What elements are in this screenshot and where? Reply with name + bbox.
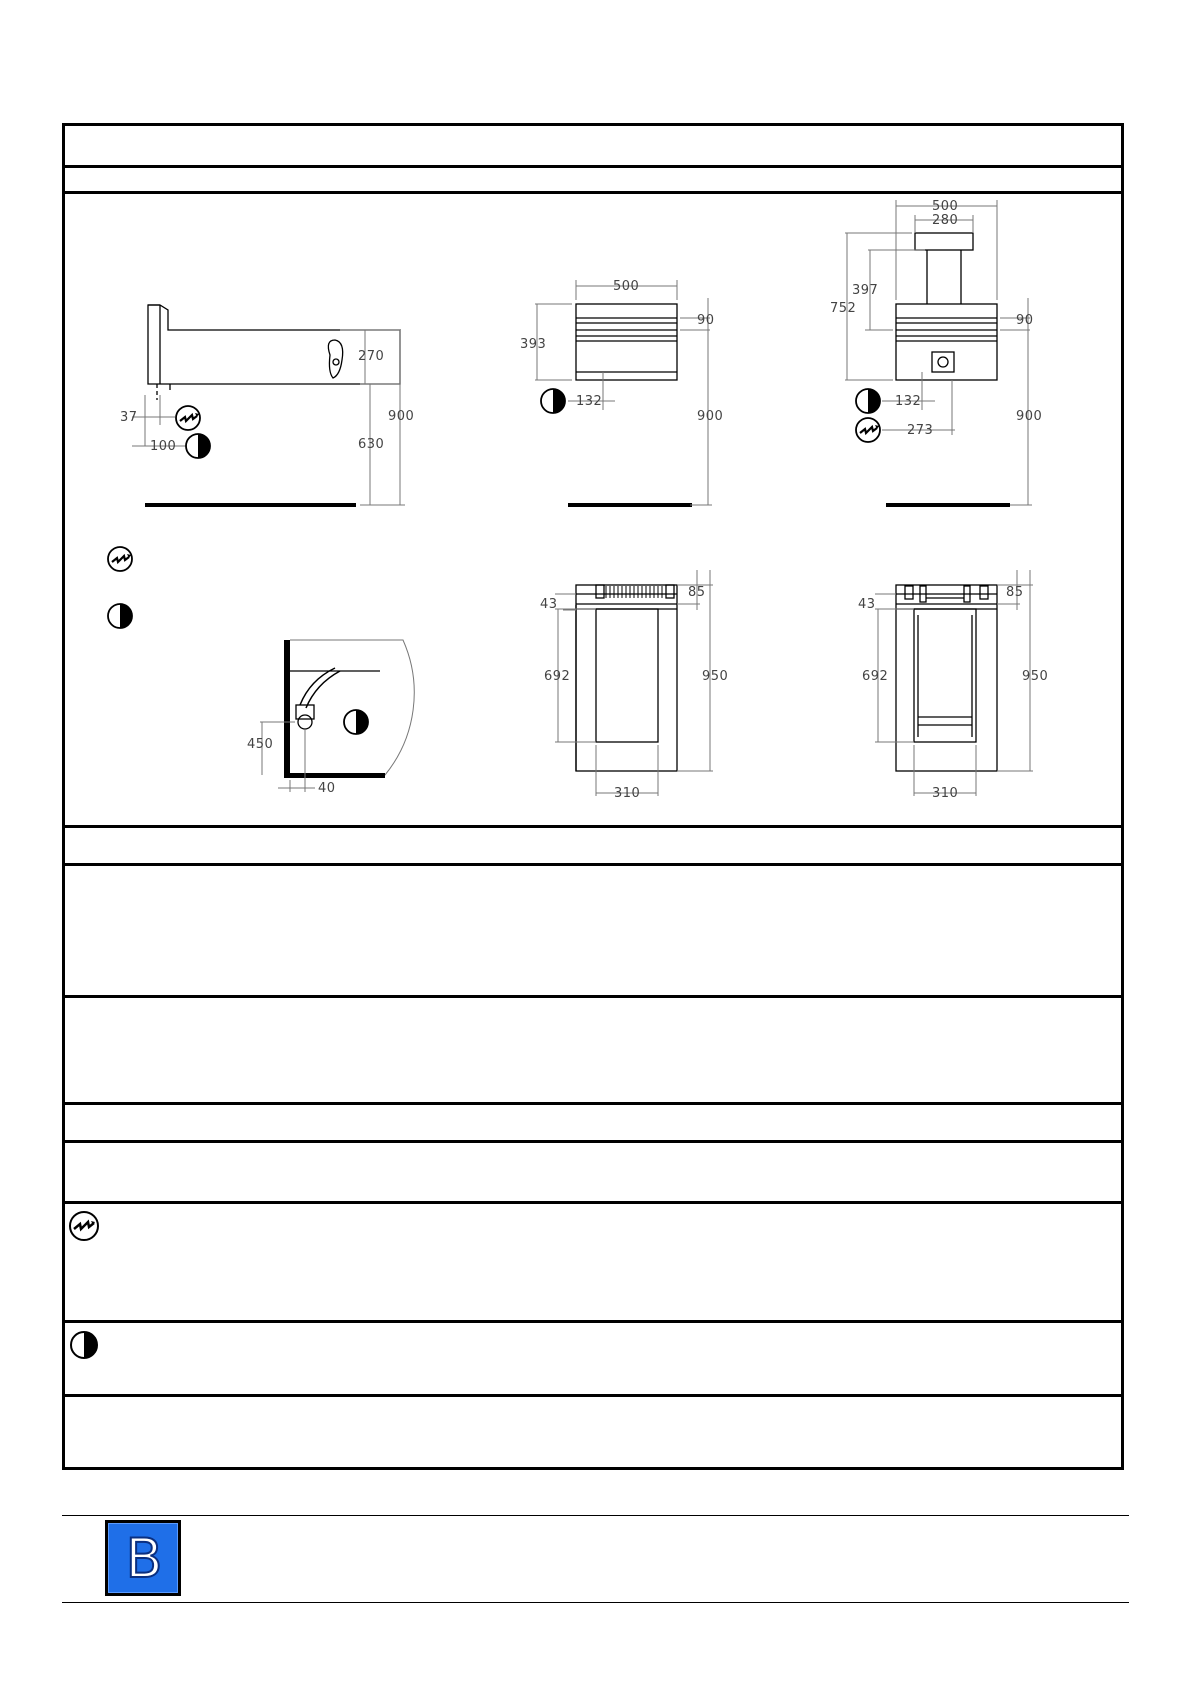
front-gas-electric-icon bbox=[856, 389, 880, 413]
brand-logo-letter: B bbox=[125, 1527, 163, 1590]
dim-front-393: 393 bbox=[520, 337, 547, 352]
dim-front-900: 900 bbox=[697, 409, 724, 424]
dim-topgas-43: 43 bbox=[858, 597, 876, 612]
dim-gas-752: 752 bbox=[830, 301, 857, 316]
front-electric-icon bbox=[541, 389, 565, 413]
front-gas-gas-icon bbox=[856, 418, 880, 442]
dim-side-900: 900 bbox=[388, 409, 415, 424]
divider-row-4 bbox=[62, 1140, 1124, 1143]
dim-top-85: 85 bbox=[688, 585, 706, 600]
technical-drawings bbox=[0, 0, 1191, 840]
dim-top-43: 43 bbox=[540, 597, 558, 612]
legend-electric-icon bbox=[108, 604, 132, 628]
divider-row-6 bbox=[62, 1320, 1124, 1323]
electric-supply-icon bbox=[68, 1329, 100, 1361]
dim-side-100: 100 bbox=[150, 439, 177, 454]
side-gas-icon bbox=[176, 406, 200, 430]
dim-front-90: 90 bbox=[697, 313, 715, 328]
dim-topgas-310: 310 bbox=[932, 786, 959, 801]
dim-gas-280: 280 bbox=[932, 213, 959, 228]
dim-gas-397: 397 bbox=[852, 283, 879, 298]
dim-front-132: 132 bbox=[576, 394, 603, 409]
dim-side-630: 630 bbox=[358, 437, 385, 452]
dim-topgas-692: 692 bbox=[862, 669, 889, 684]
footer-top-rule bbox=[62, 1515, 1129, 1516]
gas-supply-icon bbox=[68, 1210, 100, 1242]
divider-row-1 bbox=[62, 863, 1124, 866]
dim-side-37: 37 bbox=[120, 410, 138, 425]
dim-topgas-950: 950 bbox=[1022, 669, 1049, 684]
dim-top-692: 692 bbox=[544, 669, 571, 684]
dim-gas-273: 273 bbox=[907, 423, 934, 438]
footer-bottom-rule bbox=[62, 1602, 1129, 1603]
dim-gas-500: 500 bbox=[932, 199, 959, 214]
detail-view bbox=[260, 640, 414, 792]
dim-topgas-85: 85 bbox=[1006, 585, 1024, 600]
dim-top-310: 310 bbox=[614, 786, 641, 801]
side-view bbox=[132, 305, 405, 507]
top-view bbox=[555, 570, 713, 796]
dim-detail-450: 450 bbox=[247, 737, 274, 752]
divider-row-3 bbox=[62, 1102, 1124, 1105]
side-electric-icon bbox=[186, 434, 210, 458]
divider-row-7 bbox=[62, 1394, 1124, 1397]
brand-logo-tile bbox=[108, 1523, 178, 1593]
dim-side-270: 270 bbox=[358, 349, 385, 364]
legend-gas-icon bbox=[108, 547, 132, 571]
divider-row-2 bbox=[62, 995, 1124, 998]
front-view-gas bbox=[845, 200, 1032, 507]
dim-front-500: 500 bbox=[613, 279, 640, 294]
dim-gas-132: 132 bbox=[895, 394, 922, 409]
dim-gas-90: 90 bbox=[1016, 313, 1034, 328]
dim-gas-900: 900 bbox=[1016, 409, 1043, 424]
brand-logo bbox=[105, 1520, 181, 1596]
dim-top-950: 950 bbox=[702, 669, 729, 684]
top-view-gas bbox=[875, 570, 1033, 796]
detail-electric-icon bbox=[344, 710, 368, 734]
divider-row-5 bbox=[62, 1201, 1124, 1204]
dim-detail-40: 40 bbox=[318, 781, 336, 796]
